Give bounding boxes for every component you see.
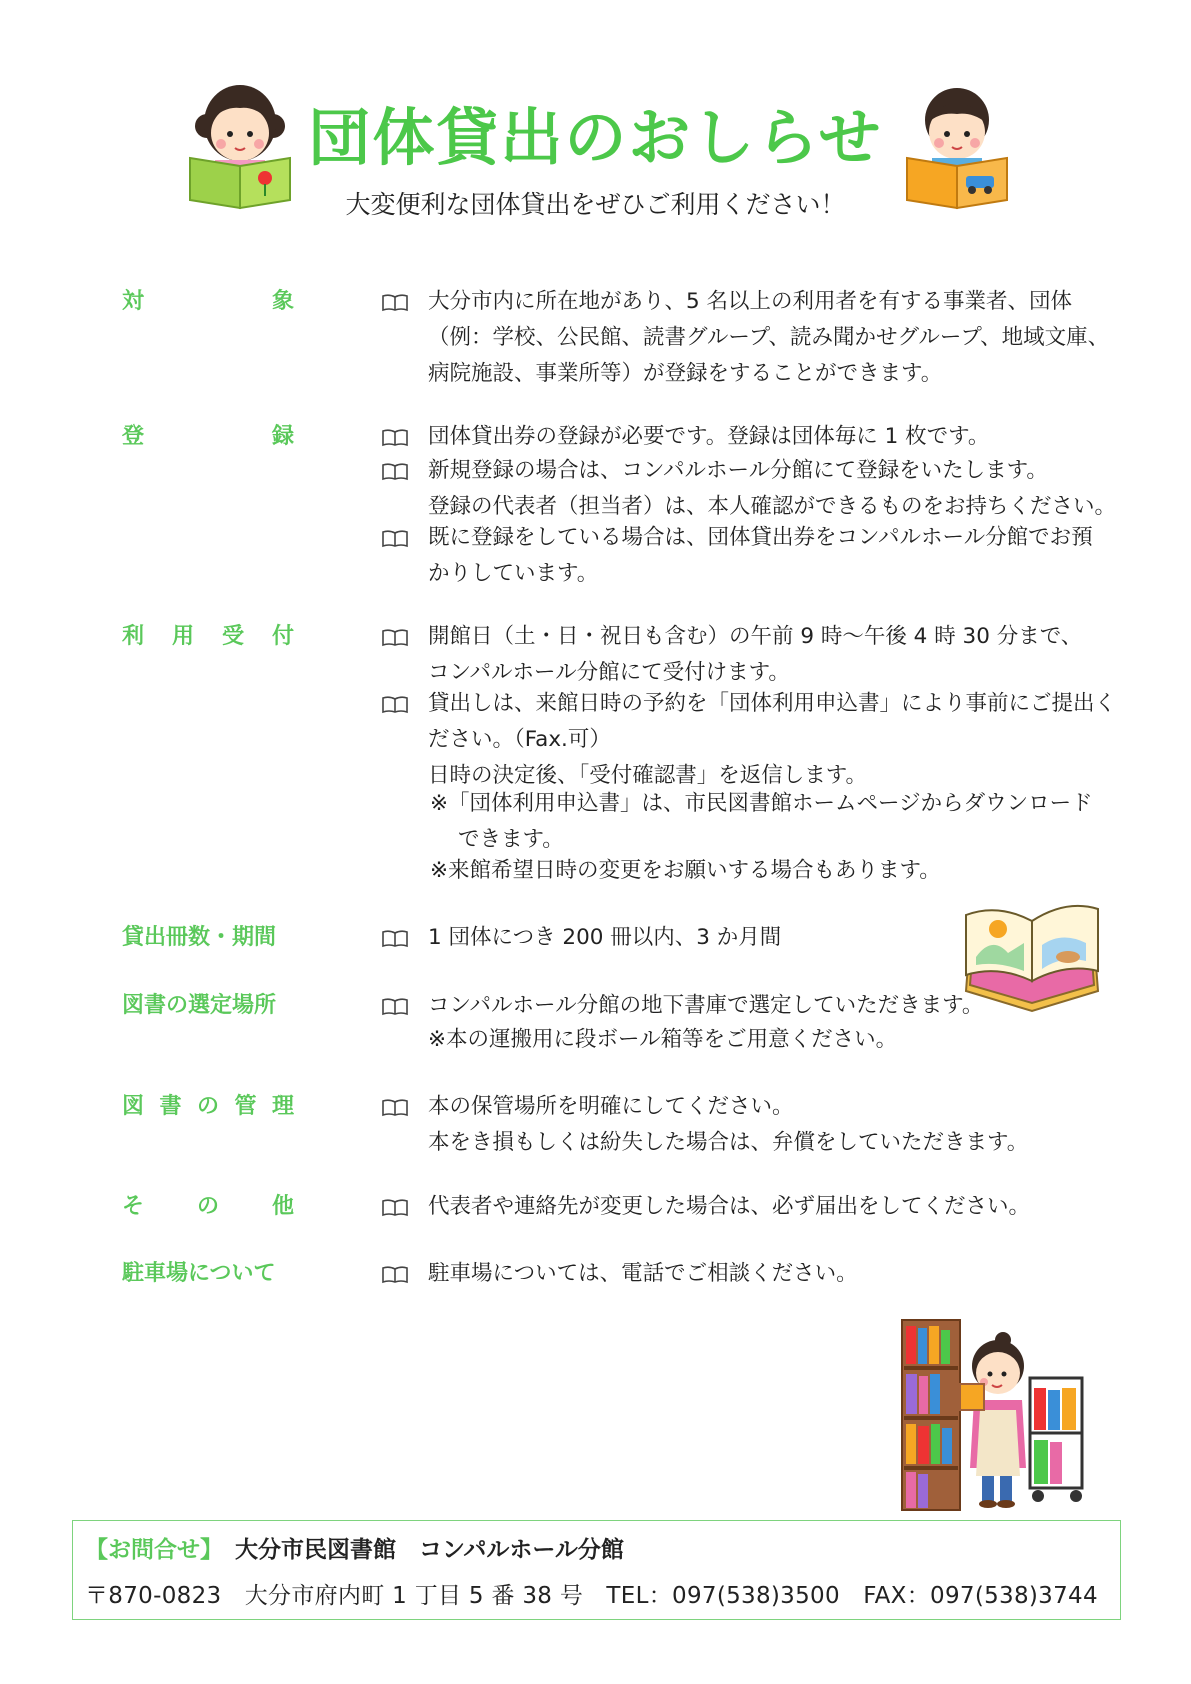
book-icon [381, 696, 409, 714]
book-icon [381, 1199, 409, 1217]
label-parking: 駐車場について [122, 1261, 276, 1286]
contact-tag: 【お問合せ】 [85, 1537, 223, 1563]
boy-reading-illustration [902, 78, 1012, 213]
selection-place-note: ※本の運搬用に段ボール箱等をご用意ください。 [428, 1027, 898, 1052]
book-icon [381, 294, 409, 312]
contact-name: 大分市民図書館 コンパルホール分館 [235, 1537, 624, 1563]
book-icon [381, 1099, 409, 1117]
book-icon [381, 463, 409, 481]
girl-reading-illustration [185, 78, 295, 213]
label-target: 対 象 [122, 289, 294, 314]
page-title: 団体貸出のおしらせ [308, 101, 883, 174]
label-other: そ の 他 [122, 1194, 294, 1219]
contact-header [85, 1531, 624, 1564]
book-icon [381, 429, 409, 447]
contact-address: 〒870-0823 大分市府内町 1 丁目 5 番 38 号 TEL：097(538)3500 FAX：097(538)3744 [85, 1583, 1098, 1609]
reception-note-2: ※来館希望日時の変更をお願いする場合もあります。 [430, 858, 941, 883]
label-reception: 利用受付 [122, 624, 294, 649]
label-management: 図書の管理 [122, 1094, 294, 1119]
contact-box [72, 1520, 1121, 1620]
reception-note-1: ※「団体利用申込書」は、市民図書館ホームページからダウンロード できます。 [430, 791, 1093, 852]
book-icon [381, 530, 409, 548]
page-subtitle: 大変便利な団体貸出をぜひご利用ください！ [345, 190, 846, 219]
book-icon [381, 629, 409, 647]
book-icon [381, 930, 409, 948]
label-selection-place: 図書の選定場所 [122, 993, 277, 1018]
book-icon [381, 998, 409, 1016]
label-loan-quantity: 貸出冊数・期間 [122, 925, 277, 950]
librarian-illustration [900, 1318, 1090, 1513]
book-icon [381, 1266, 409, 1284]
label-registration: 登 録 [122, 424, 294, 449]
